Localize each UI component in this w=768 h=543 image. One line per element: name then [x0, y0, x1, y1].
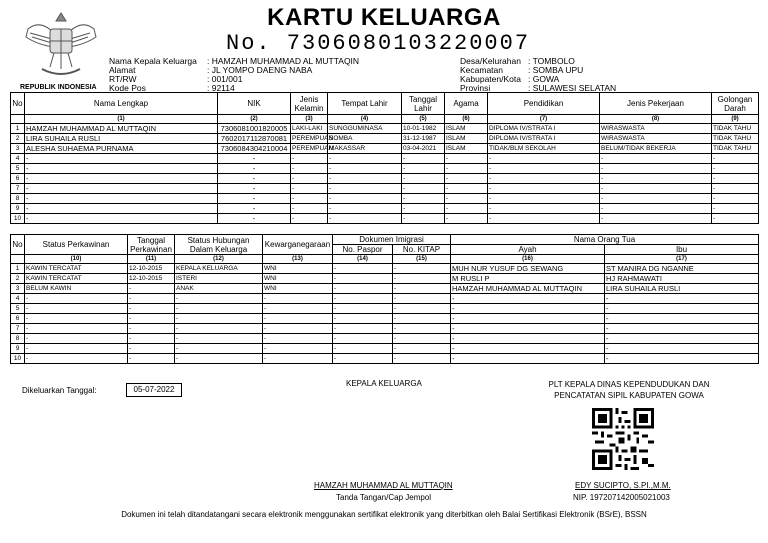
col-number: (1) [25, 115, 218, 124]
official-nip: NIP. 197207142005021003 [573, 493, 670, 502]
table-cell: - [402, 184, 445, 194]
document-number: No. 7306080103220007 [226, 31, 531, 56]
table-cell: - [605, 294, 759, 304]
table-cell: - [451, 324, 605, 334]
col-number: (7) [488, 115, 600, 124]
table-cell: - [451, 344, 605, 354]
table-cell: 6 [11, 314, 25, 324]
table-cell: BELUM KAWIN [25, 284, 128, 294]
table-cell: - [605, 324, 759, 334]
table-cell: - [333, 294, 393, 304]
table-cell: - [712, 184, 759, 194]
table-cell: ISLAM [445, 134, 488, 144]
col-number [11, 115, 25, 124]
table-cell: - [393, 324, 451, 334]
col-header: Nama Lengkap [25, 93, 218, 115]
table-cell: - [175, 334, 263, 344]
table-cell: - [605, 354, 759, 364]
table-cell: - [445, 154, 488, 164]
table-cell: - [263, 354, 333, 364]
table-cell: - [263, 304, 333, 314]
col-header: Nama Orang Tua [451, 235, 759, 245]
table-cell: - [128, 314, 175, 324]
col-header: No. KITAP [393, 245, 451, 255]
info-left-labels [109, 57, 197, 93]
info-label: Nama Kepala Keluarga [109, 56, 197, 66]
table-cell: BELUM/TIDAK BEKERJA [600, 144, 712, 154]
table-cell: PEREMPUAN [292, 144, 334, 152]
info-value: : GOWA [528, 74, 560, 84]
table-cell: TIDAK TAHU [712, 144, 759, 154]
table-cell: 7 [11, 184, 25, 194]
table-cell: 10-01-1982 [402, 124, 445, 134]
table-cell: - [445, 214, 488, 224]
table-cell: 4 [11, 294, 25, 304]
emblem-label: REPUBLIK INDONESIA [20, 84, 97, 91]
table-cell: - [25, 314, 128, 324]
table-cell: WNI [263, 264, 333, 274]
table-cell: - [25, 354, 128, 364]
table-cell: - [128, 294, 175, 304]
col-header: Tanggal Lahir [402, 93, 445, 115]
document-title: KARTU KELUARGA [267, 4, 501, 31]
table-cell: ANAK [175, 284, 263, 294]
family-members-table [10, 92, 759, 224]
table-cell: - [712, 214, 759, 224]
table-cell: - [328, 204, 402, 214]
table-cell: - [25, 214, 218, 224]
family-status-table [10, 234, 759, 364]
table-cell: - [25, 334, 128, 344]
table-cell: - [333, 344, 393, 354]
table-cell: 7306081001820005 [218, 124, 291, 134]
table-cell: - [488, 164, 600, 174]
table-cell: - [263, 324, 333, 334]
table-cell: M RUSLI P [451, 274, 605, 284]
table-row [11, 144, 759, 154]
col-header: Dokumen Imigrasi [333, 235, 451, 245]
col-header: Status Perkawinan [25, 235, 128, 255]
table-cell: - [291, 204, 328, 214]
table-cell: - [128, 324, 175, 334]
table-cell: ISTERI [175, 274, 263, 284]
table-cell: - [402, 204, 445, 214]
table-cell: - [333, 324, 393, 334]
table-row [11, 164, 759, 174]
col-header: Agama [445, 93, 488, 115]
table-cell: - [402, 154, 445, 164]
info-value: : 001/001 [207, 74, 243, 84]
table-cell: DIPLOMA IV/STRATA I [488, 124, 600, 134]
table-cell: - [393, 354, 451, 364]
table-cell: HAMZAH MUHAMMAD AL MUTTAQIN [25, 124, 218, 134]
table-cell: - [402, 164, 445, 174]
info-label: Kabupaten/Kota [460, 74, 521, 84]
col-number: (11) [128, 255, 175, 264]
table-cell: TIDAK TAHU [712, 134, 759, 144]
table-cell: - [488, 154, 600, 164]
table-cell: - [451, 354, 605, 364]
col-number: (10) [25, 255, 128, 264]
col-header: Tanggal Perkawinan [128, 235, 175, 255]
table-row [11, 334, 759, 344]
table-cell: - [451, 314, 605, 324]
table-cell: KAWIN TERCATAT [25, 264, 128, 274]
col-number: (4) [328, 115, 402, 124]
info-right-labels [460, 57, 521, 93]
col-header: No. Paspor [333, 245, 393, 255]
table-cell: - [333, 264, 393, 274]
issued-date: 05-07-2022 [126, 383, 182, 397]
table-cell: TIDAK/BLM SEKOLAH [488, 144, 600, 154]
table-cell: - [291, 184, 328, 194]
table-cell: 3 [11, 144, 25, 154]
table-cell: 8 [11, 194, 25, 204]
table-cell: - [25, 154, 218, 164]
table-cell: - [445, 164, 488, 174]
table-cell: - [328, 194, 402, 204]
table-cell: - [488, 184, 600, 194]
table-cell: LAKI-LAKI [291, 124, 328, 134]
table-cell: - [291, 154, 328, 164]
col-header: Jenis Pekerjaan [600, 93, 712, 115]
table-cell: - [402, 194, 445, 204]
table-cell: 1 [11, 124, 25, 134]
table-cell: LIRA SUHAILA RUSLI [25, 134, 218, 144]
table-row [11, 344, 759, 354]
col-number: (17) [605, 255, 759, 264]
table-cell: - [712, 204, 759, 214]
table-cell: 5 [11, 164, 25, 174]
table-cell: SUNGGUMINASA [328, 124, 402, 134]
table-cell: - [393, 294, 451, 304]
info-left-values [207, 57, 359, 93]
table-cell: - [393, 334, 451, 344]
table-row [11, 314, 759, 324]
table-row [11, 274, 759, 284]
table-cell: - [605, 314, 759, 324]
table-cell: - [328, 164, 402, 174]
official-title-line: PENCATATAN SIPIL KABUPATEN GOWA [554, 391, 704, 400]
table-cell: - [25, 294, 128, 304]
table-cell: - [328, 174, 402, 184]
head-sign-caption: Tanda Tangan/Cap Jempol [336, 493, 432, 502]
info-value: : HAMZAH MUHAMMAD AL MUTTAQIN [207, 56, 360, 66]
table-cell: - [712, 174, 759, 184]
table-cell: - [291, 194, 328, 204]
table-cell: - [712, 154, 759, 164]
table-cell: - [291, 164, 328, 174]
table-cell: - [25, 204, 218, 214]
head-name: HAMZAH MUHAMMAD AL MUTTAQIN [314, 481, 453, 490]
qr-code-icon [592, 408, 654, 470]
info-value: : 92114 [207, 83, 235, 93]
table-cell: - [328, 184, 402, 194]
table-cell: 12-10-2015 [128, 264, 175, 274]
table-cell: HAMZAH MUHAMMAD AL MUTTAQIN [451, 284, 605, 294]
table-cell: - [600, 214, 712, 224]
col-number: (5) [402, 115, 445, 124]
col-header: Golongan Darah [712, 93, 759, 115]
info-label: Provinsi [460, 83, 491, 93]
official-name: EDY SUCIPTO, S.PI.,M.M. [575, 481, 671, 490]
table-cell: - [600, 184, 712, 194]
col-number: (14) [333, 255, 393, 264]
table-cell: HJ RAHMAWATI [605, 274, 759, 284]
col-number: (15) [393, 255, 451, 264]
table-cell: ISLAM [445, 124, 488, 134]
table-cell: - [175, 354, 263, 364]
table-cell: 7306084304210004 [218, 144, 291, 154]
col-header: Jenis Kelamin [291, 93, 328, 115]
col-header: NIK [218, 93, 291, 115]
table-cell: - [402, 174, 445, 184]
table-cell: - [175, 304, 263, 314]
table-cell: - [25, 194, 218, 204]
table-row [11, 354, 759, 364]
col-number: (12) [175, 255, 263, 264]
table-cell: - [25, 304, 128, 314]
table-cell: - [393, 314, 451, 324]
table-row [11, 304, 759, 314]
table-cell: - [175, 294, 263, 304]
table-cell: - [605, 334, 759, 344]
info-label: Alamat [109, 65, 136, 75]
table-cell: - [333, 334, 393, 344]
table-cell: - [488, 174, 600, 184]
table-cell: - [175, 324, 263, 334]
info-right-values [528, 57, 616, 93]
table-cell: - [605, 344, 759, 354]
col-number: (16) [451, 255, 605, 264]
official-title [539, 379, 719, 401]
table-cell: - [25, 344, 128, 354]
table-cell: SOMBA [328, 134, 402, 144]
issued-label: Dikeluarkan Tanggal: [22, 386, 97, 395]
table-cell: - [128, 344, 175, 354]
table-cell: - [333, 304, 393, 314]
table-cell: - [712, 194, 759, 204]
table-row [11, 194, 759, 204]
table-cell: ST MANIRA DG NGANNE [605, 264, 759, 274]
table-cell: 7602017112870081 [218, 134, 291, 144]
table-row [11, 134, 759, 144]
table-cell: - [263, 314, 333, 324]
col-header: Kewarganegaraan [263, 235, 333, 255]
table-cell: - [218, 174, 291, 184]
table-cell: 31-12-1987 [402, 134, 445, 144]
table-cell: - [600, 204, 712, 214]
table-row [11, 324, 759, 334]
table-cell: WNI [263, 284, 333, 294]
table-cell: - [175, 344, 263, 354]
disclaimer: Dokumen ini telah ditandatangani secara elektronik menggunakan sertifikat elektronik yang diterbitkan oleh Balai Sertifikasi Elektronik (BSrE), BSSN [121, 510, 647, 519]
table-cell: - [328, 154, 402, 164]
table-cell: - [451, 304, 605, 314]
info-label: RT/RW [109, 74, 137, 84]
table-row [11, 184, 759, 194]
table-cell: - [445, 194, 488, 204]
table-cell: MAKASSAR [328, 144, 402, 154]
table-cell: 2 [11, 274, 25, 284]
head-title: KEPALA KELUARGA [346, 379, 422, 388]
table-cell: - [451, 294, 605, 304]
col-number: (3) [291, 115, 328, 124]
table-cell: 03-04-2021 [402, 144, 445, 154]
table-cell: ALESHA SUHAEMA PURNAMA [25, 144, 218, 154]
table-cell: - [175, 314, 263, 324]
table-cell: - [263, 294, 333, 304]
table-cell: - [25, 174, 218, 184]
col-header: No [11, 235, 25, 255]
table-cell: - [128, 334, 175, 344]
table-cell: - [218, 154, 291, 164]
col-header: Ayah [451, 245, 605, 255]
table-cell: 4 [11, 154, 25, 164]
table-cell: - [393, 274, 451, 284]
table-cell: MUH NUR YUSUF DG SEWANG [451, 264, 605, 274]
table-cell: - [333, 274, 393, 284]
table-cell: 9 [11, 344, 25, 354]
table-cell: 9 [11, 204, 25, 214]
col-header: Status Hubungan Dalam Keluarga [175, 235, 263, 255]
table-cell: - [488, 194, 600, 204]
table-cell: - [600, 174, 712, 184]
table-cell: WNI [263, 274, 333, 284]
table-cell: - [25, 324, 128, 334]
table-cell: DIPLOMA IV/STRATA I [488, 134, 600, 144]
table-cell: - [218, 164, 291, 174]
info-value: : SOMBA UPU [528, 65, 584, 75]
table-cell: - [393, 344, 451, 354]
table-cell: - [263, 334, 333, 344]
table-cell: ISLAM [445, 144, 488, 154]
table-cell: - [445, 184, 488, 194]
col-header: No [11, 93, 25, 115]
table-cell: - [605, 304, 759, 314]
table-row [11, 264, 759, 274]
col-number [11, 255, 25, 264]
table-cell: - [488, 214, 600, 224]
table-cell: - [291, 174, 328, 184]
table-cell: - [402, 214, 445, 224]
table-cell: - [333, 354, 393, 364]
table-cell: WIRASWASTA [600, 124, 712, 134]
table-row [11, 124, 759, 134]
table-cell: 6 [11, 174, 25, 184]
table-cell: 8 [11, 334, 25, 344]
table-cell: 12-10-2015 [128, 274, 175, 284]
table-cell: 1 [11, 264, 25, 274]
table-cell: - [128, 284, 175, 294]
table-cell: 10 [11, 354, 25, 364]
info-label: Desa/Kelurahan [460, 56, 521, 66]
table-cell: - [218, 204, 291, 214]
table-cell: - [393, 264, 451, 274]
table-row [11, 154, 759, 164]
table-cell: - [712, 164, 759, 174]
table-cell: 10 [11, 214, 25, 224]
col-number: (8) [600, 115, 712, 124]
official-title-line: PLT KEPALA DINAS KEPENDUDUKAN DAN [548, 380, 710, 389]
table-cell: KEPALA KELUARGA [175, 264, 263, 274]
table-row [11, 214, 759, 224]
table-cell: - [218, 214, 291, 224]
table-cell: - [600, 154, 712, 164]
table-cell: - [393, 304, 451, 314]
table-cell: - [393, 284, 451, 294]
table-cell: - [218, 194, 291, 204]
table-row [11, 284, 759, 294]
info-value: : SULAWESI SELATAN [528, 83, 617, 93]
info-label: Kode Pos [109, 83, 146, 93]
table-cell: - [488, 204, 600, 214]
table-cell: 7 [11, 324, 25, 334]
table-cell: - [445, 204, 488, 214]
table-cell: TIDAK TAHU [712, 124, 759, 134]
table-cell: 3 [11, 284, 25, 294]
info-value: : TOMBOLO [528, 56, 575, 66]
col-number: (9) [712, 115, 759, 124]
table-row [11, 294, 759, 304]
table-cell: - [218, 184, 291, 194]
table-cell: 5 [11, 304, 25, 314]
table-cell: - [128, 354, 175, 364]
table-cell: PEREMPUAN [292, 134, 334, 142]
table-cell: - [25, 164, 218, 174]
table-cell: LIRA SUHAILA RUSLI [605, 284, 759, 294]
table-cell: - [328, 214, 402, 224]
col-number: (6) [445, 115, 488, 124]
table-cell: - [445, 174, 488, 184]
table-cell: - [600, 164, 712, 174]
col-number: (13) [263, 255, 333, 264]
table-cell: - [25, 184, 218, 194]
table-cell: - [600, 194, 712, 204]
table-cell: - [128, 304, 175, 314]
table-cell: WIRASWASTA [600, 134, 712, 144]
table-cell: - [333, 284, 393, 294]
table-row [11, 174, 759, 184]
info-value: : JL YOMPO DAENG NABA [207, 65, 313, 75]
col-header: Tempat Lahir [328, 93, 402, 115]
table-cell: - [263, 344, 333, 354]
table-cell: KAWIN TERCATAT [25, 274, 128, 284]
col-header: Ibu [605, 245, 759, 255]
table-cell: - [451, 334, 605, 344]
col-number: (2) [218, 115, 291, 124]
table-cell: 2 [11, 134, 25, 144]
table-cell: - [333, 314, 393, 324]
info-label: Kecamatan [460, 65, 503, 75]
table-cell: - [291, 214, 328, 224]
table-row [11, 204, 759, 214]
col-header: Pendidikan [488, 93, 600, 115]
